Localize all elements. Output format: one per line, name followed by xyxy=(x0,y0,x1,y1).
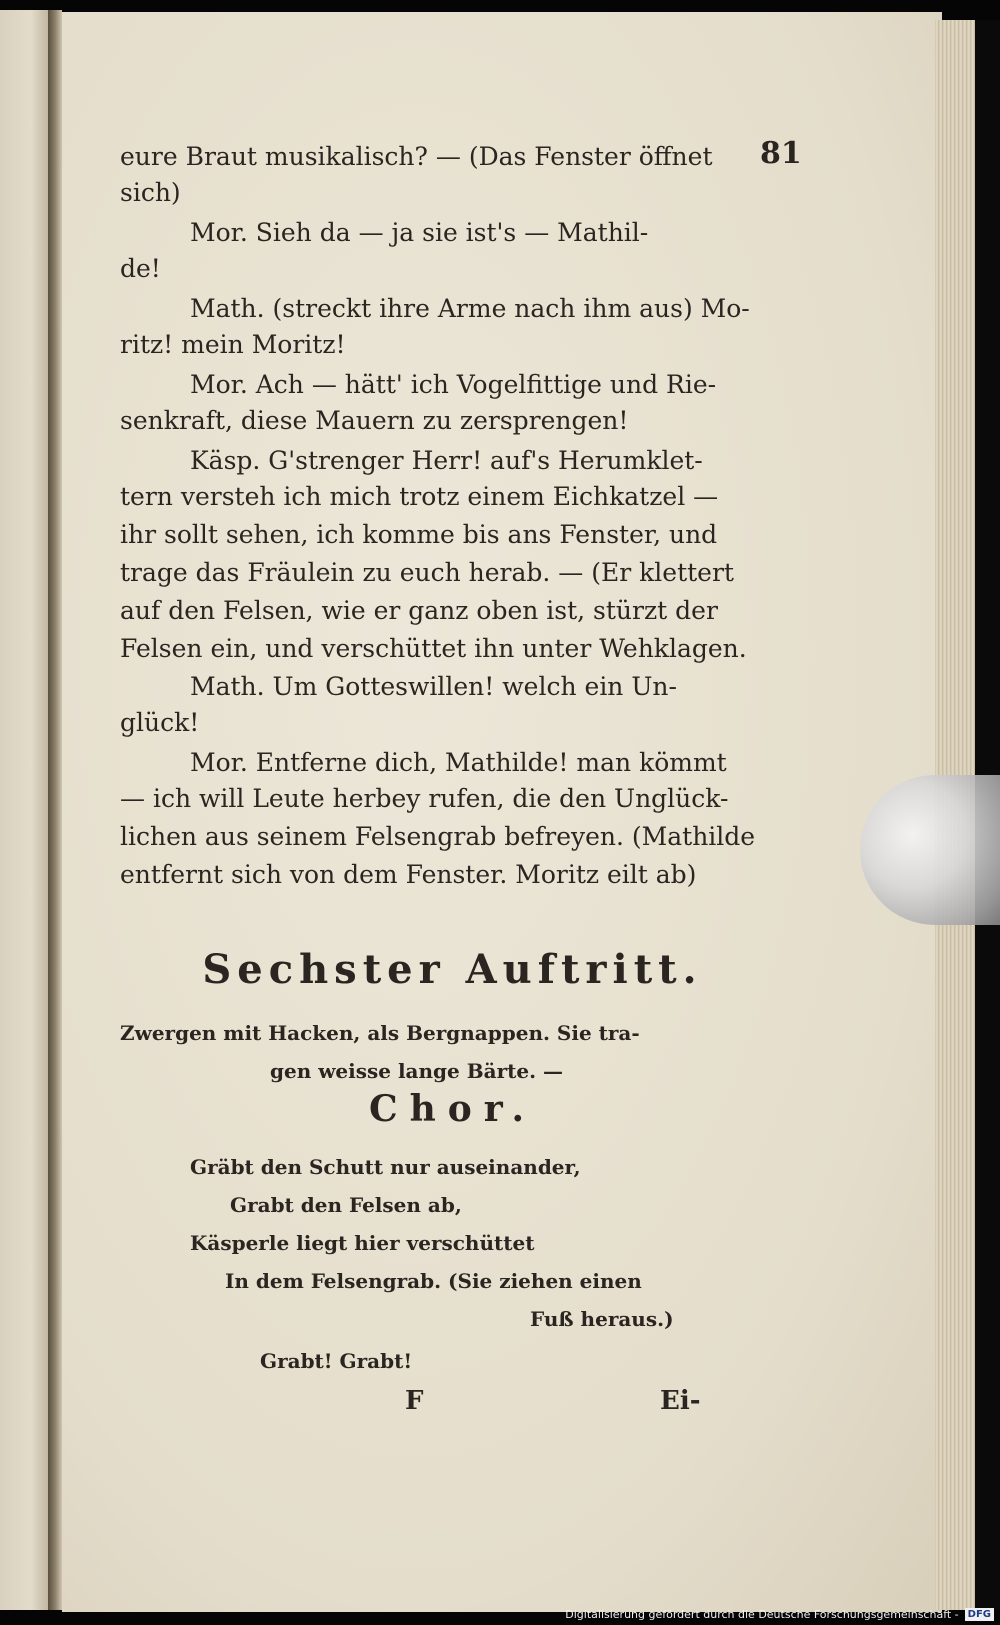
page-clip xyxy=(860,775,1000,925)
verse-line: In dem Felsengrab. (Sie ziehen einen xyxy=(225,1269,642,1293)
text-line: Mor. Sieh da — ja sie ist's — Mathil- xyxy=(190,218,649,247)
text-line: glück! xyxy=(120,708,200,737)
text-line: tern versteh ich mich trotz einem Eichkatzel — xyxy=(120,482,719,511)
verse-line: Käsperle liegt hier verschüttet xyxy=(190,1231,535,1255)
text-line: Math. Um Gotteswillen! welch ein Un- xyxy=(190,672,677,701)
text-line: Käsp. G'strenger Herr! auf's Herumklet- xyxy=(190,446,703,475)
text-line: Mor. Ach — hätt' ich Vogelfittige und Rie- xyxy=(190,370,717,399)
text-line: Felsen ein, und verschüttet ihn unter Wehklagen. xyxy=(120,634,747,663)
catchword: Ei- xyxy=(660,1386,701,1416)
text-line: Math. (streckt ihre Arme nach ihm aus) Mo- xyxy=(190,294,750,323)
stage-line: gen weisse lange Bärte. — xyxy=(270,1059,564,1083)
text-line: trage das Fräulein zu euch herab. — (Er klettert xyxy=(120,558,734,587)
scene-heading: Sechster Auftritt. xyxy=(202,946,703,993)
text-line: sich) xyxy=(120,178,181,207)
stage-line: Zwergen mit Hacken, als Bergnappen. Sie tra- xyxy=(120,1021,640,1045)
verse-line: Grabt den Felsen ab, xyxy=(230,1193,462,1217)
text-line: Mor. Entferne dich, Mathilde! man kömmt xyxy=(190,748,727,777)
text-line: de! xyxy=(120,254,161,283)
catch-signature: F xyxy=(405,1386,424,1416)
book-gutter xyxy=(48,10,62,1610)
text-line: ritz! mein Moritz! xyxy=(120,330,346,359)
footer-text: Digitalisierung gefördert durch die Deutsche Forschungsgemeinschaft - xyxy=(565,1607,959,1621)
text-line: — ich will Leute herbey rufen, die den Unglück- xyxy=(120,784,729,813)
text-line: eure Braut musikalisch? — (Das Fenster öffnet xyxy=(120,142,713,171)
text-line: ihr sollt sehen, ich komme bis ans Fenster, und xyxy=(120,520,718,549)
page-number: 81 xyxy=(760,136,802,171)
verse-line: Grabt! Grabt! xyxy=(260,1349,413,1373)
dfg-logo: DFG xyxy=(965,1608,994,1621)
verse-line: Fuß heraus.) xyxy=(530,1307,674,1331)
text-line: senkraft, diese Mauern zu zersprengen! xyxy=(120,406,629,435)
left-page-edge xyxy=(0,10,52,1610)
digitization-footer xyxy=(565,1603,994,1625)
text-line: auf den Felsen, wie er ganz oben ist, stürzt der xyxy=(120,596,718,625)
verse-line: Gräbt den Schutt nur auseinander, xyxy=(190,1155,581,1179)
chor-heading: Chor. xyxy=(368,1088,537,1130)
text-line: entfernt sich von dem Fenster. Moritz eilt ab) xyxy=(120,860,697,889)
text-line: lichen aus seinem Felsengrab befreyen. (Mathilde xyxy=(120,822,756,851)
